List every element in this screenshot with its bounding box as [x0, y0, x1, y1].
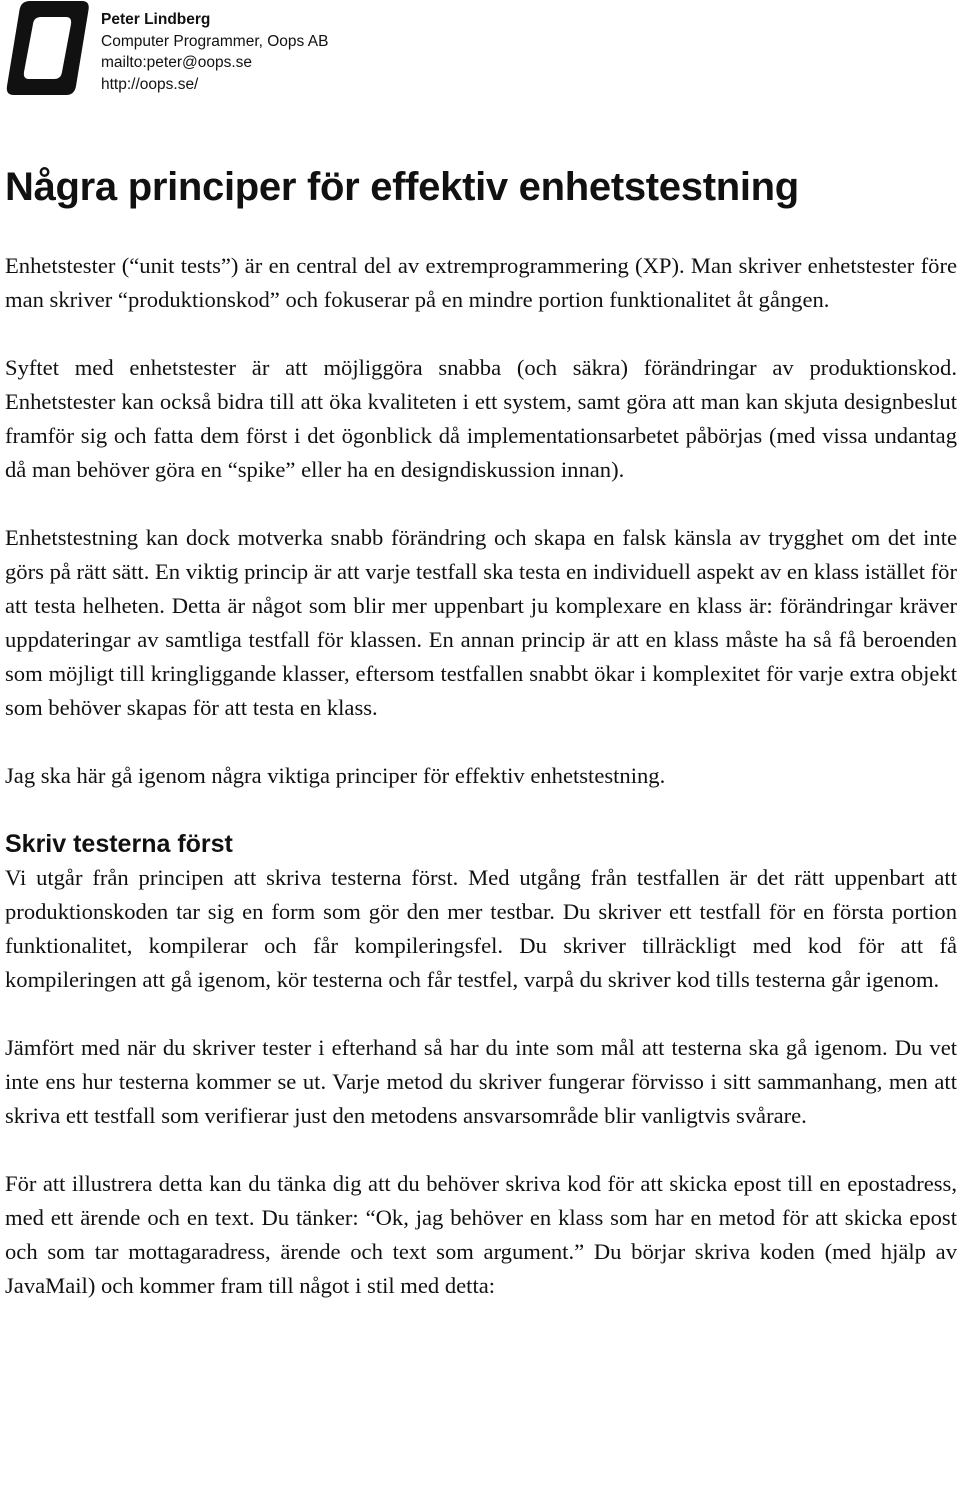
- oops-logo-icon: [4, 1, 90, 95]
- author-email-link[interactable]: mailto:peter@oops.se: [101, 54, 253, 71]
- section-heading: Skriv testerna först: [5, 830, 233, 858]
- document-body: [5, 249, 957, 1303]
- author-name: Peter Lindberg: [101, 11, 211, 28]
- section-paragraph-1: Vi utgår från principen att skriva testerna först. Med utgång från testfallen är det rätt uppenbart att produktionskoden tar sig en form som gör den mer testbar. Du skriver ett testfall för en första portion funktionalitet, kompilerar och får kompileringsfel. Du skriver tillräckligt med kod för att få kompileringen att gå igenom, kör testerna och får testfel, varpå du skriver kod tills testerna går igenom.: [5, 865, 957, 992]
- document-title: Några principer för effektiv enhetstestning: [5, 165, 799, 209]
- section-paragraph-3: För att illustrera detta kan du tänka dig att du behöver skriva kod för att skicka epost till en epostadress, med ett ärende och en text. Du tänker: “Ok, jag behöver en klass som har en metod för att skicka epost och som tar mottagaradress, ärende och text som argument.” Du börjar skriva koden (med hjälp av JavaMail) och kommer fram till något i stil med detta:: [5, 1171, 957, 1298]
- author-website-link[interactable]: http://oops.se/: [101, 75, 199, 93]
- intro-paragraph-1: Enhetstester (“unit tests”) är en central del av extremprogrammering (XP). Man skriver enhetstester före man skriver “produktionskod” och fokuserar på en mindre portion funktionalitet åt gången.: [5, 253, 957, 312]
- intro-paragraph-3: Enhetstestning kan dock motverka snabb förändring och skapa en falsk känsla av trygghet om det inte görs på rätt sätt. En viktig princip är att varje testfall ska testa en individuell aspekt av en klass istället för att testa helheten. Detta är något som blir mer uppenbart ju komplexare en klass är: förändringar kräver uppdateringar av samtliga testfall för klassen. En annan princip är att en klass måste ha så få beroenden som möjligt till kringliggande klasser, eftersom testfallen snabbt ökar i komplexitet för varje extra objekt som behöver skapas för att testa en klass.: [5, 525, 957, 720]
- intro-paragraph-4: Jag ska här gå igenom några viktiga principer för effektiv enhetstestning.: [5, 763, 666, 788]
- author-block: [101, 9, 328, 95]
- section-paragraph-2: Jämfört med när du skriver tester i efterhand så har du inte som mål att testerna ska gå igenom. Du vet inte ens hur testerna kommer se ut. Varje metod du skriver fungerar förvisso i sitt sammanhang, men att skriva ett testfall som verifierar just den metodens ansvarsområde blir vanligtvis svårare.: [5, 1035, 957, 1128]
- intro-paragraph-2: Syftet med enhetstester är att möjliggöra snabba (och säkra) förändringar av produktionskod. Enhetstester kan också bidra till att öka kvaliteten i ett system, samt göra att man kan skjuta designbeslut framför sig och fatta dem först i det ögonblick då implementationsarbetet påbörjas (med vissa undantag då man behöver göra en “spike” eller ha en designdiskussion innan).: [5, 355, 957, 482]
- page-header: [0, 0, 960, 110]
- author-role: Computer Programmer, Oops AB: [101, 32, 329, 50]
